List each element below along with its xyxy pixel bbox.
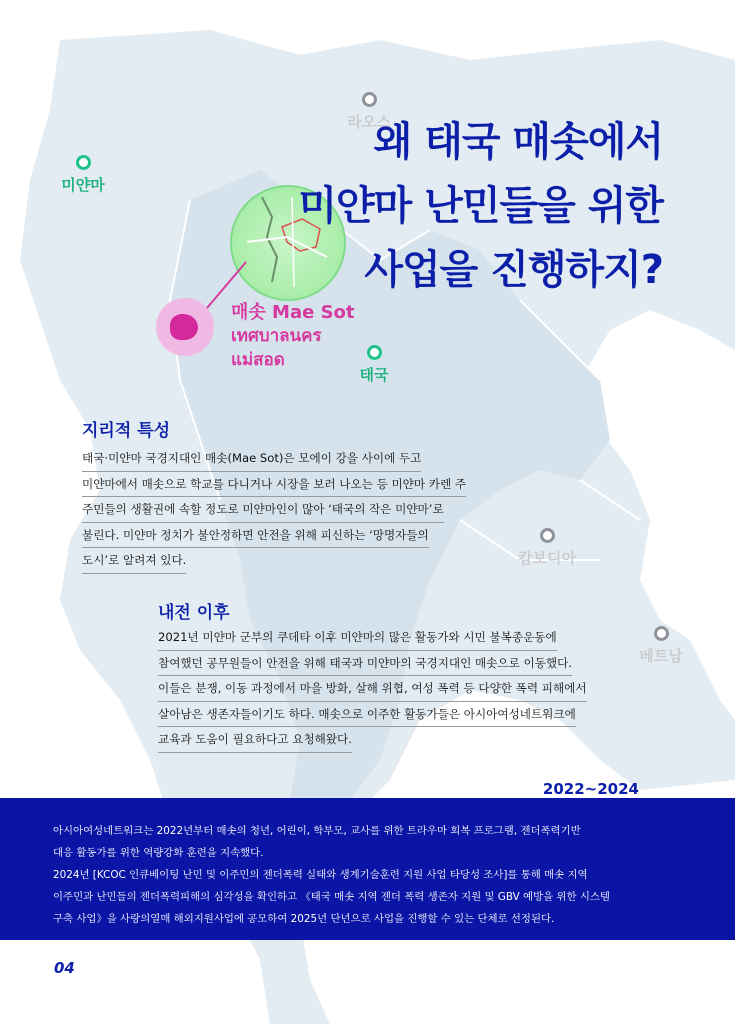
geography-line: 도시’로 알려져 있다.	[82, 548, 186, 574]
civilwar-paragraph	[158, 625, 587, 753]
page-number: 04	[54, 959, 75, 977]
civilwar-line: 2021년 미얀마 군부의 쿠데타 이후 미얀마의 많은 활동가와 시민 불복종운동에	[158, 625, 557, 651]
place-label: 캄보디아	[518, 549, 576, 567]
title-line-2: 미얀마 난민들을 위한	[298, 183, 663, 229]
page-title	[298, 110, 663, 302]
summary-line: 아시아여성네트워크는 2022년부터 매솟의 청년, 어린이, 학부모, 교사를 위한 트라우마 회복 프로그램, 젠더폭력기반	[53, 825, 581, 837]
maesot-label-ko: 매솟 Mae Sot	[231, 302, 355, 323]
maesot-label	[231, 298, 355, 372]
geography-heading: 지리적 특성	[82, 421, 171, 441]
civilwar-line: 이들은 분쟁, 이동 과정에서 마을 방화, 살해 위협, 여성 폭력 등 다양한 폭력 피해에서	[158, 676, 587, 702]
geography-line: 태국·미얀마 국경지대인 매솟(Mae Sot)은 모에이 강을 사이에 두고	[82, 446, 421, 472]
title-line-3: 사업을 진행하지?	[364, 247, 663, 293]
civilwar-line: 참여했던 공무원들이 안전을 위해 태국과 미얀마의 국경지대인 매솟으로 이동했다.	[158, 651, 572, 677]
geography-paragraph	[82, 446, 466, 574]
title-line-1: 왜 태국 매솟에서	[373, 119, 663, 165]
summary-line: 이주민과 난민들의 젠더폭력피해의 심각성을 확인하고 《태국 매솟 지역 젠더 폭력 생존자 지원 및 GBV 예방을 위한 시스템	[53, 891, 610, 903]
summary-line: 2024년 [KCOC 인큐베이팅 난민 및 이주민의 젠더폭력 실태와 생계기술훈련 지원 사업 타당성 조사]를 통해 매솟 지역	[53, 869, 588, 881]
maesot-label-th-2: แม่สอด	[231, 350, 285, 370]
period-label: 2022~2024	[542, 780, 639, 798]
summary-line: 구축 사업》을 사랑의열매 해외지원사업에 공모하여 2025년 단년으로 사업을 진행할 수 있는 단체로 선정된다.	[53, 913, 555, 925]
place-label: 태국	[359, 366, 389, 384]
place-label: 미얀마	[61, 176, 105, 194]
geography-line: 불린다. 미얀마 정치가 불안정하면 안전을 위해 피신하는 ‘망명자들의	[82, 523, 429, 549]
civilwar-line: 살아남은 생존자들이기도 하다. 매솟으로 이주한 활동가들은 아시아여성네트워크에	[158, 702, 576, 728]
geography-line: 미얀마에서 매솟으로 학교를 다니거나 시장을 보러 나오는 등 미얀마 카렌 주	[82, 472, 466, 498]
place-label: 라오스	[347, 113, 391, 131]
maesot-label-th-1: เทศบาลนคร	[231, 326, 322, 346]
maesot-area-shape	[170, 314, 198, 340]
civilwar-heading: 내전 이후	[158, 603, 230, 623]
place-label: 베트남	[639, 647, 683, 665]
geography-line: 주민들의 생활권에 속할 정도로 미얀마인이 많아 ‘태국의 작은 미얀마’로	[82, 497, 444, 523]
summary-line: 대응 활동가를 위한 역량강화 훈련을 지속했다.	[53, 847, 264, 859]
civilwar-line: 교육과 도움이 필요하다고 요청해왔다.	[158, 727, 352, 753]
summary-text	[53, 820, 693, 930]
